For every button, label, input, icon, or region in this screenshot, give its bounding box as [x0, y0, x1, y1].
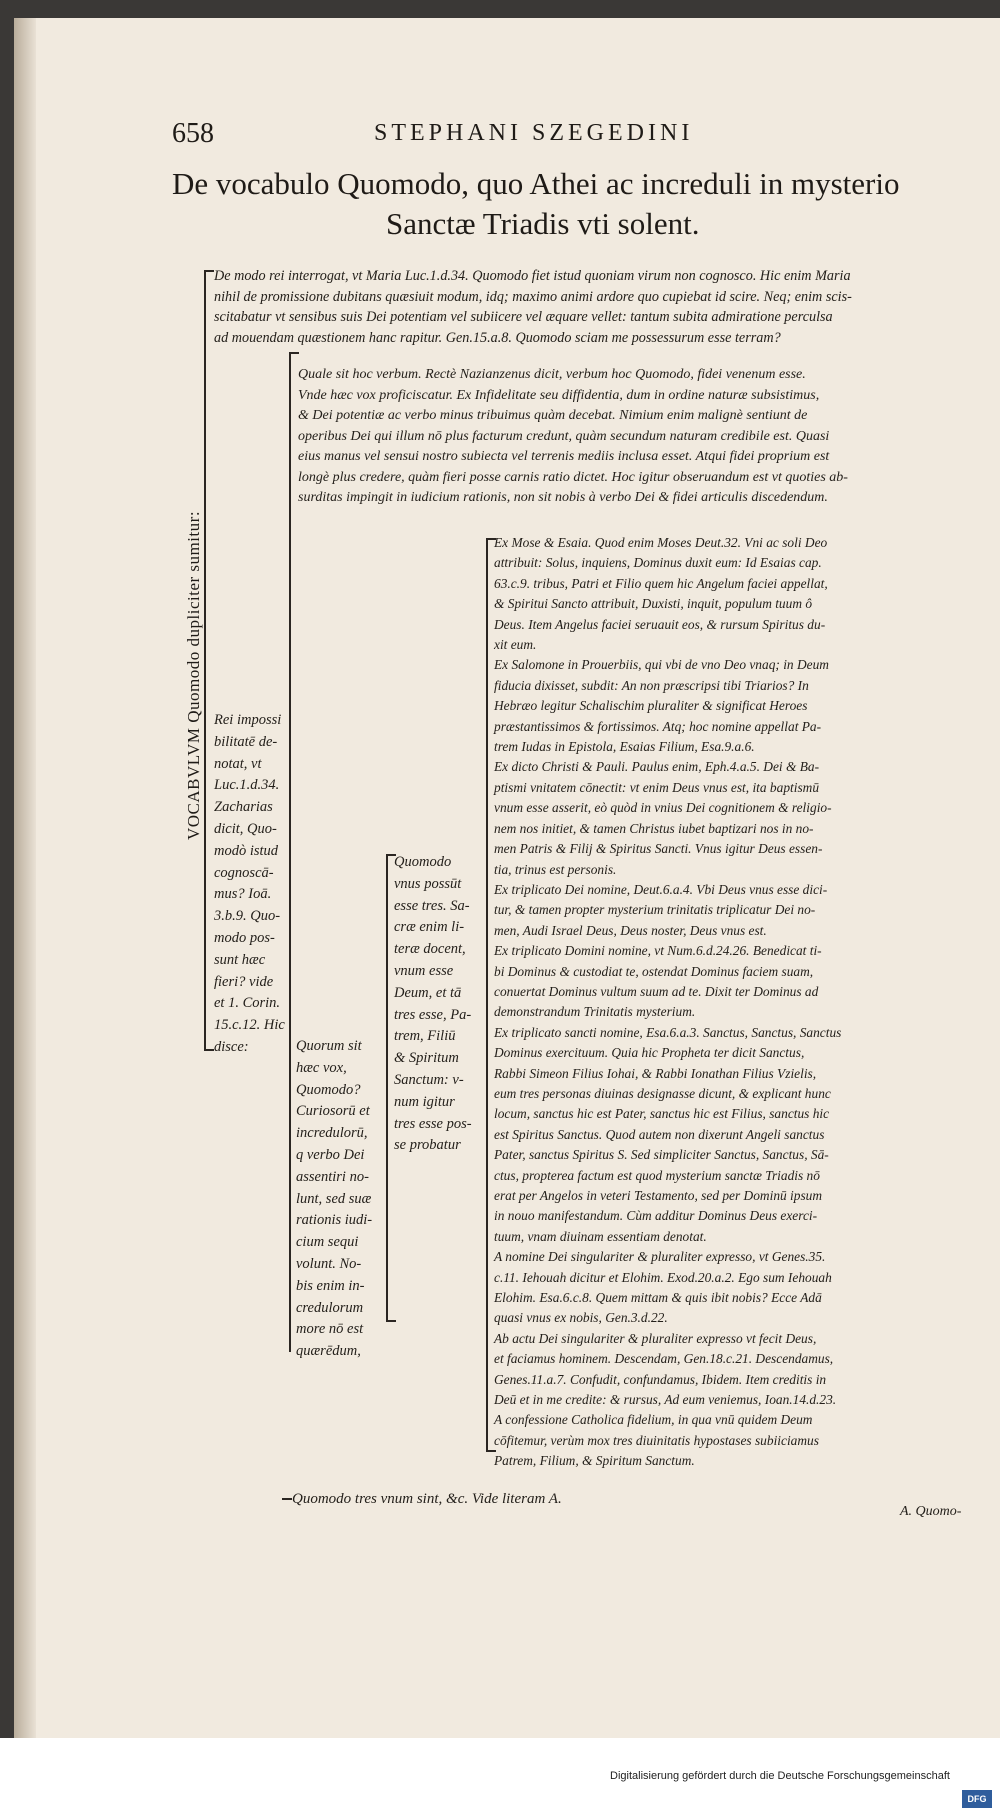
section-quomodo-tres: Quomodo vnus possūt esse tres. Sa- cræ enim li- teræ docent, vnum esse Deum, et tā tres esse, Pa- trem, Filiū & Spiritum Sanctum: v- num igitur tres esse pos- se probatur: [394, 854, 472, 1154]
page-gutter: [14, 18, 36, 1738]
running-head: STEPHANI SZEGEDINI: [374, 120, 694, 146]
section-quale-verbum: Quale sit hoc verbum. Rectè Nazianzenus dicit, verbum hoc Quomodo, fidei venenum esse. Vnde hæc vox proficiscatur. Ex Infidelitate seu diffidentia, dum in ordine naturæ subsistimus, & Dei potentiæ ac verbo minus tribuimus quàm decebat. Nimium enim malignè sentiunt de operibus Dei qui illum nō plus facturum credunt, quàm secundum naturam credibile est. Quasi eius manus vel sensui nostro subiecta vel terrenis mediis inclusa esset. Atqui fidei proprium est longè plus credere, quàm fieri posse carnis ratio dictet. Hoc igitur obseruandum est vt quoties ab- surditas impingit in iudicium rationis, non sit nobis à verbo Dei & fidei articulis discedendum.: [298, 367, 848, 505]
section-rei-impossibilitatem: Rei impossi bilitatē de- notat, vt Luc.1.d.34. Zacharias dicit, Quo- modò istud cognoscā- mus? Ioā. 3.b.9. Quo- modo pos- sunt hæc fieri? vide et 1. Corin. 15.c.12. Hic disce:: [214, 712, 285, 1055]
section-quorum-vox: Quorum sit hæc vox, Quomodo? Curiosorū et incredulorū, q verbo Dei assentiri no- lunt, sed suæ rationis iudi- cium sequi volunt. No- bis enim in- credulorum more nō est quærēdum,: [296, 1038, 373, 1360]
section-probationes: Ex Mose & Esaia. Quod enim Moses Deut.32. Vni ac soli Deo attribuit: Solus, inquiens, Dominus duxit eum: Id Esaias cap. 63.c.9. tribus, Patri et Filio quem hic Angelum faciei appellat, & Spiritui Sancto attribuit, Duxisti, inquit, populum tuum ô Deus. Item Angelus faciei seruauit eos, & rursum Spiritus du- xit eum. Ex Salomone in Prouerbiis, qui vbi de vno Deo vnaq; in Deum fiducia dixisset, subdit: An non præscripsi tibi Triarios? In Hebræo legitur Schalischim pluraliter & significat Heroes præstantissimos & fortissimos. Atq; hoc nomine appellat Pa- trem Iudas in Epistola, Esaias Filium, Esa.9.a.6. Ex dicto Christi & Pauli. Paulus enim, Eph.4.a.5. Dei & Ba- ptismi vnitatem cōnectit: vt enim Deus vnus est, ita baptismū vnum esse asserit, eò quòd in vnius Dei cognitionem & religio- nem nos initiet, & tamen Christus iubet baptizari nos in no- men Patris & Filij & Spiritus Sancti. Vnus igitur Deus essen- tia, trinus est personis. Ex triplicato Dei nomine, Deut.6.a.4. Vbi Deus vnus esse dici- tur, & tamen propter mysterium trinitatis triplicatur Dei no- men, Audi Israel Deus, Deus noster, Deus vnus est. Ex triplicato Domini nomine, vt Num.6.d.24.26. Benedicat ti- bi Dominus & custodiat te, ostendat Dominus faciem suam, conuertat Dominus vultum suum ad te. Dixit ter Dominus ad demonstrandum Trinitatis mysterium. Ex triplicato sancti nomine, Esa.6.a.3. Sanctus, Sanctus, Sanctus Dominus exercituum. Quia hic Propheta ter dicit Sanctus, Rabbi Simeon Filius Iohai, & Rabbi Ionathan Filius Vzielis, eum tres personas diuinas designasse dicunt, & explicant hunc locum, sanctus hic est Pater, sanctus hic est Filius, sanctus hic est Spiritus Sanctus. Quod autem non dixerunt Angeli sanctus Pater, sanctus Spiritus S. Sed simpliciter Sanctus, Sanctus, Sā- ctus, propterea factum est quod mysterium sanctæ Triadis nō erat per Angelos in veteri Testamento, sed per Dominū ipsum in nouo manifestandum. Cùm additur Dominus Deus exerci- tuum, vnam diuinam essentiam denotat. A nomine Dei singulariter & pluraliter expresso, vt Genes.35. c.11. Iehouah dicitur et Elohim. Exod.20.a.2. Ego sum Iehouah Elohim. Esa.6.c.8. Quem mittam & quis ibit nobis? Ecce Adā quasi vnus ex nobis, Gen.3.d.22. Ab actu Dei singulariter & pluraliter expresso vt fecit Deus, et faciamus hominem. Descendam, Gen.18.c.21. Descendamus, Genes.11.a.7. Confudit, confundamus, Ibidem. Item creditis in Deū et in me credite: & rursus, Ad eum veniemus, Ioan.14.d.23. A confessione Catholica fidelium, in qua vnū quidem Deum cōfitemur, verùm mox tres diuinitatis hypostases subiiciamus Patrem, Filium, & Spiritum Sanctum.: [494, 535, 842, 1469]
book-page: [14, 18, 1000, 1738]
page-title: De vocabulo Quomodo, quo Athei ac increduli in mysterio: [172, 166, 900, 201]
footer-bar: [0, 1738, 1000, 1818]
dfg-logo: DFG: [962, 1790, 992, 1808]
page-title-line2: Sanctæ Triadis vti solent.: [386, 206, 700, 241]
bracket-tick: [282, 1498, 292, 1500]
catchword: A. Quomo-: [900, 1504, 962, 1519]
section-vide-literam: Quomodo tres vnum sint, &c. Vide literam A.: [292, 1491, 562, 1507]
page-number: 658: [172, 118, 214, 149]
main-bracket: [204, 270, 214, 1051]
side-heading: VOCABVLVM Quomodo dupliciter sumitur:: [184, 510, 203, 840]
section-modus-rei: De modo rei interrogat, vt Maria Luc.1.d.34. Quomodo fiet istud quoniam virum non cognosco. Hic enim Maria nihil de promissione dubitans quæsiuit modum, idq; maximo animi ardore quo cupiebat id scire. Neq; enim scis- scitabatur vt sensibus suis Dei potentiam vel subiicere vel æquare vellet: tantum subita admiratione perculsa ad mouendam quæstionem hanc rapitur. Gen.15.a.8. Quomodo sciam me possessurum esse terram?: [214, 268, 852, 346]
footer-credit: Digitalisierung gefördert durch die Deutsche Forschungsgemeinschaft: [610, 1770, 950, 1782]
